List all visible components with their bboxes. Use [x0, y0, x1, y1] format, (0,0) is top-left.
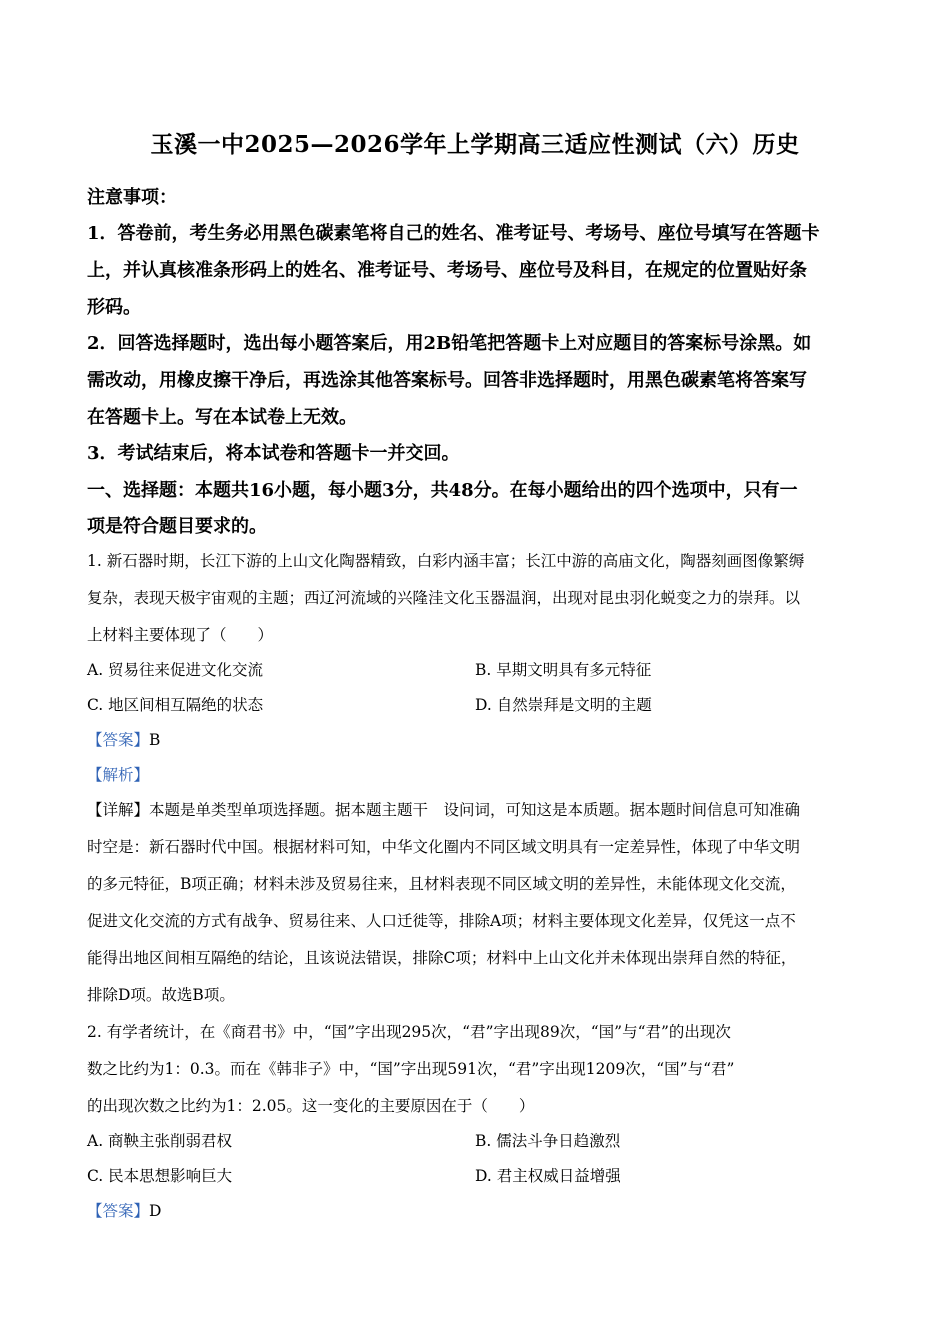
- question-1-stem: 复杂，表现天极宇宙观的主题；西辽河流域的兴隆洼文化玉器温润，出现对昆虫羽化蜕变之力的崇拜。以: [87, 589, 801, 607]
- notice-line: 需改动，用橡皮擦干净后，再选涂其他答案标号。回答非选择题时，用黑色碳素笔将答案写: [87, 370, 807, 391]
- question-2-stem: 数之比约为1：0.3。而在《韩非子》中，“国”字出现591次，“君”字出现1209次，“国”与“君”: [87, 1060, 735, 1078]
- question-2-answer: [87, 1199, 161, 1221]
- question-1-stem: 1. 新石器时期，长江下游的上山文化陶器精致，白彩内涵丰富；长江中游的高庙文化，陶器刻画图像繁缛: [87, 552, 805, 570]
- question-1-detail: 能得出地区间相互隔绝的结论，且该说法错误，排除C项；材料中上山文化并未体现出崇拜自然的特征，: [87, 949, 797, 967]
- question-2-option-d: D. 君主权威日益增强: [475, 1167, 621, 1185]
- notice-heading: 注意事项：: [87, 187, 177, 208]
- question-1-stem: 上材料主要体现了（ ）: [87, 626, 274, 644]
- question-2-option-b: B. 儒法斗争日趋激烈: [475, 1132, 621, 1150]
- notice-line: 2．回答选择题时，选出每小题答案后，用2B铅笔把答题卡上对应题目的答案标号涂黑。如: [87, 333, 812, 354]
- question-1-answer: [87, 728, 160, 750]
- notice-line: 上，并认真核准条形码上的姓名、准考证号、考场号、座位号及科目，在规定的位置贴好条: [87, 260, 807, 281]
- question-1-detail: 时空是：新石器时代中国。根据材料可知，中华文化圈内不同区域文明具有一定差异性，体现了中华文明: [87, 838, 801, 856]
- question-2-stem: 2. 有学者统计，在《商君书》中，“国”字出现295次，“君”字出现89次，“国”与“君”的出现次: [87, 1023, 731, 1041]
- page-title: 玉溪一中2025—2026学年上学期高三适应性测试（六）历史: [150, 131, 800, 158]
- answer-tag: 【答案】: [87, 1202, 150, 1220]
- answer-value: B: [149, 731, 161, 749]
- answer-value: D: [149, 1202, 162, 1220]
- question-2-option-a: A. 商鞅主张削弱君权: [87, 1132, 233, 1150]
- question-1-detail: 排除D项。故选B项。: [87, 986, 235, 1004]
- question-1-option-c: C. 地区间相互隔绝的状态: [87, 696, 264, 714]
- notice-line: 3．考试结束后，将本试卷和答题卡一并交回。: [87, 443, 460, 464]
- notice-line: 1．答卷前，考生务必用黑色碳素笔将自己的姓名、准考证号、考场号、座位号填写在答题卡: [87, 223, 820, 244]
- question-1-detail: 的多元特征，B项正确；材料未涉及贸易往来，且材料表现不同区域文明的差异性，未能体现文化交流，: [87, 875, 796, 893]
- notice-line: 形码。: [87, 297, 141, 318]
- notice-line: 在答题卡上。写在本试卷上无效。: [87, 407, 357, 428]
- detail-tag: 【详解】: [87, 801, 150, 819]
- question-2-stem: 的出现次数之比约为1：2.05。这一变化的主要原因在于（ ）: [87, 1097, 535, 1115]
- question-1-detail: 促进文化交流的方式有战争、贸易往来、人口迁徙等，排除A项；材料主要体现文化差异，仅凭这一点不: [87, 912, 796, 930]
- answer-tag: 【答案】: [87, 731, 150, 749]
- question-1-analysis-tag: 【解析】: [87, 766, 150, 784]
- section-heading: 项是符合题目要求的。: [87, 516, 267, 537]
- section-heading: 一、选择题：本题共16小题，每小题3分，共48分。在每小题给出的四个选项中，只有一: [87, 480, 798, 501]
- question-1-option-a: A. 贸易往来促进文化交流: [87, 661, 264, 679]
- question-1-option-b: B. 早期文明具有多元特征: [475, 661, 652, 679]
- detail-text: 本题是单类型单项选择题。据本题主题干 设问词，可知这是本质题。据本题时间信息可知准确: [149, 801, 801, 819]
- question-1-option-d: D. 自然崇拜是文明的主题: [475, 696, 652, 714]
- question-2-option-c: C. 民本思想影响巨大: [87, 1167, 233, 1185]
- question-1-detail: [87, 798, 800, 820]
